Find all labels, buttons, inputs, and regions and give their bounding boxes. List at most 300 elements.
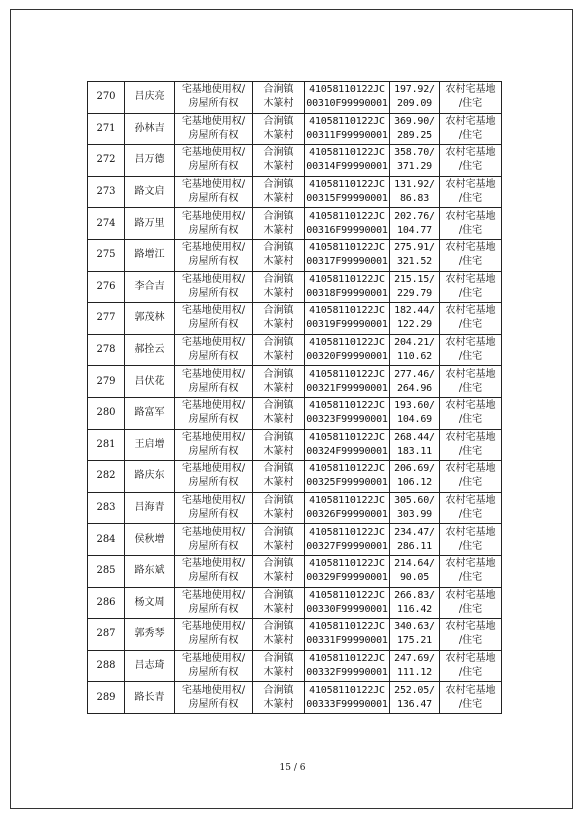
- row-number-cell: 285: [88, 555, 125, 587]
- usage-line: /住宅: [458, 414, 483, 426]
- parcel-code-cell: [305, 619, 390, 651]
- location-cell: [253, 303, 305, 335]
- location-line: 合涧镇: [263, 273, 294, 285]
- area-line: 214.64/: [394, 558, 435, 570]
- table-row: [88, 461, 502, 493]
- location-line: 木篆村: [263, 666, 294, 678]
- parcel-code-line: 41058110122JC: [309, 526, 385, 538]
- location-line: 合涧镇: [263, 179, 294, 191]
- usage-cell: [440, 176, 502, 208]
- table-row: [88, 555, 502, 587]
- location-line: 合涧镇: [263, 621, 294, 633]
- parcel-code-line: 00320F99990001: [306, 351, 388, 363]
- usage-line: 农村宅基地: [445, 558, 496, 570]
- parcel-code-line: 41058110122JC: [309, 147, 385, 159]
- table-row: [88, 239, 502, 271]
- table-row: [88, 113, 502, 145]
- area-cell: [390, 334, 440, 366]
- usage-cell: [440, 429, 502, 461]
- area-cell: [390, 555, 440, 587]
- right-type-line: 房屋所有权: [188, 603, 239, 615]
- usage-line: 农村宅基地: [445, 495, 496, 507]
- right-type-line: 宅基地使用权/: [181, 115, 246, 127]
- area-line: 202.76/: [394, 210, 435, 222]
- location-line: 木篆村: [263, 414, 294, 426]
- area-cell: [390, 587, 440, 619]
- right-type-line: 房屋所有权: [188, 509, 239, 521]
- location-cell: [253, 682, 305, 714]
- row-number-cell: 273: [88, 176, 125, 208]
- table-row: [88, 176, 502, 208]
- location-line: 木篆村: [263, 445, 294, 457]
- area-line: 183.11: [397, 445, 432, 457]
- usage-line: /住宅: [458, 666, 483, 678]
- parcel-code-line: 41058110122JC: [309, 179, 385, 191]
- location-line: 木篆村: [263, 161, 294, 173]
- location-cell: [253, 208, 305, 240]
- location-line: 合涧镇: [263, 84, 294, 96]
- area-line: 277.46/: [394, 368, 435, 380]
- right-type-line: 房屋所有权: [188, 256, 239, 268]
- usage-line: 农村宅基地: [445, 305, 496, 317]
- usage-line: 农村宅基地: [445, 210, 496, 222]
- usage-line: 农村宅基地: [445, 242, 496, 254]
- area-line: 209.09: [397, 98, 432, 110]
- right-type-line: 房屋所有权: [188, 129, 239, 141]
- row-number-cell: 279: [88, 366, 125, 398]
- parcel-code-line: 00326F99990001: [306, 509, 388, 521]
- area-cell: [390, 271, 440, 303]
- area-line: 275.91/: [394, 242, 435, 254]
- parcel-code-line: 00310F99990001: [306, 98, 388, 110]
- right-type-line: 房屋所有权: [188, 414, 239, 426]
- area-line: 286.11: [397, 540, 432, 552]
- parcel-code-cell: [305, 587, 390, 619]
- area-cell: [390, 176, 440, 208]
- right-type-line: 宅基地使用权/: [181, 652, 246, 664]
- parcel-code-cell: [305, 429, 390, 461]
- parcel-code-line: 00329F99990001: [306, 572, 388, 584]
- location-line: 合涧镇: [263, 652, 294, 664]
- right-type-cell: [175, 619, 253, 651]
- right-type-cell: [175, 145, 253, 177]
- table-row: [88, 619, 502, 651]
- area-line: 197.92/: [394, 84, 435, 96]
- location-line: 合涧镇: [263, 589, 294, 601]
- area-line: 305.60/: [394, 495, 435, 507]
- row-number-cell: 277: [88, 303, 125, 335]
- right-type-line: 房屋所有权: [188, 98, 239, 110]
- right-type-line: 房屋所有权: [188, 477, 239, 489]
- usage-line: 农村宅基地: [445, 84, 496, 96]
- right-type-cell: [175, 682, 253, 714]
- right-type-cell: [175, 492, 253, 524]
- usage-cell: [440, 587, 502, 619]
- usage-line: /住宅: [458, 161, 483, 173]
- location-line: 合涧镇: [263, 242, 294, 254]
- location-line: 合涧镇: [263, 400, 294, 412]
- right-type-line: 房屋所有权: [188, 382, 239, 394]
- location-line: 合涧镇: [263, 337, 294, 349]
- right-type-line: 宅基地使用权/: [181, 337, 246, 349]
- right-type-line: 房屋所有权: [188, 319, 239, 331]
- usage-line: /住宅: [458, 635, 483, 647]
- right-type-cell: [175, 82, 253, 114]
- location-line: 木篆村: [263, 540, 294, 552]
- location-cell: [253, 619, 305, 651]
- location-line: 木篆村: [263, 509, 294, 521]
- area-line: 136.47: [397, 698, 432, 710]
- owner-name-cell: 李合吉: [125, 271, 175, 303]
- parcel-code-line: 00330F99990001: [306, 603, 388, 615]
- area-line: 268.44/: [394, 431, 435, 443]
- area-line: 193.60/: [394, 400, 435, 412]
- table-row: [88, 397, 502, 429]
- right-type-cell: [175, 555, 253, 587]
- area-line: 289.25: [397, 129, 432, 141]
- table-row: [88, 587, 502, 619]
- parcel-code-cell: [305, 303, 390, 335]
- owner-name-cell: 路文启: [125, 176, 175, 208]
- parcel-code-cell: [305, 461, 390, 493]
- usage-cell: [440, 334, 502, 366]
- area-line: 229.79: [397, 287, 432, 299]
- location-line: 合涧镇: [263, 368, 294, 380]
- parcel-code-line: 41058110122JC: [309, 305, 385, 317]
- row-number-cell: 289: [88, 682, 125, 714]
- area-line: 182.44/: [394, 305, 435, 317]
- usage-line: 农村宅基地: [445, 337, 496, 349]
- area-cell: [390, 366, 440, 398]
- row-number-cell: 278: [88, 334, 125, 366]
- owner-name-cell: 吕庆亮: [125, 82, 175, 114]
- owner-name-cell: 郭秀琴: [125, 619, 175, 651]
- right-type-line: 宅基地使用权/: [181, 242, 246, 254]
- table-row: [88, 334, 502, 366]
- parcel-code-line: 41058110122JC: [309, 337, 385, 349]
- row-number-cell: 271: [88, 113, 125, 145]
- usage-line: 农村宅基地: [445, 589, 496, 601]
- right-type-line: 房屋所有权: [188, 351, 239, 363]
- area-cell: [390, 397, 440, 429]
- parcel-code-line: 00318F99990001: [306, 287, 388, 299]
- parcel-code-line: 41058110122JC: [309, 368, 385, 380]
- area-cell: [390, 429, 440, 461]
- usage-line: /住宅: [458, 129, 483, 141]
- right-type-line: 宅基地使用权/: [181, 273, 246, 285]
- right-type-cell: [175, 429, 253, 461]
- usage-line: 农村宅基地: [445, 273, 496, 285]
- parcel-code-cell: [305, 492, 390, 524]
- usage-cell: [440, 650, 502, 682]
- location-cell: [253, 461, 305, 493]
- area-line: 252.05/: [394, 684, 435, 696]
- usage-cell: [440, 145, 502, 177]
- location-line: 木篆村: [263, 193, 294, 205]
- usage-line: /住宅: [458, 382, 483, 394]
- location-cell: [253, 366, 305, 398]
- location-cell: [253, 82, 305, 114]
- area-line: 116.42: [397, 603, 432, 615]
- right-type-cell: [175, 176, 253, 208]
- owner-name-cell: 路富军: [125, 397, 175, 429]
- owner-name-cell: 王启增: [125, 429, 175, 461]
- right-type-cell: [175, 587, 253, 619]
- area-cell: [390, 492, 440, 524]
- right-type-line: 宅基地使用权/: [181, 431, 246, 443]
- area-cell: [390, 682, 440, 714]
- right-type-line: 房屋所有权: [188, 445, 239, 457]
- usage-line: /住宅: [458, 477, 483, 489]
- parcel-code-line: 41058110122JC: [309, 431, 385, 443]
- owner-name-cell: 吕万德: [125, 145, 175, 177]
- usage-cell: [440, 208, 502, 240]
- area-line: 247.69/: [394, 652, 435, 664]
- right-type-line: 宅基地使用权/: [181, 558, 246, 570]
- area-line: 104.69: [397, 414, 432, 426]
- table-row: [88, 145, 502, 177]
- area-line: 204.21/: [394, 337, 435, 349]
- parcel-code-line: 00332F99990001: [306, 666, 388, 678]
- right-type-line: 房屋所有权: [188, 224, 239, 236]
- row-number-cell: 281: [88, 429, 125, 461]
- parcel-code-line: 00324F99990001: [306, 445, 388, 457]
- area-line: 86.83: [399, 193, 430, 205]
- parcel-code-line: 41058110122JC: [309, 400, 385, 412]
- table-row: [88, 682, 502, 714]
- row-number-cell: 275: [88, 239, 125, 271]
- usage-line: /住宅: [458, 193, 483, 205]
- location-line: 合涧镇: [263, 558, 294, 570]
- location-line: 木篆村: [263, 287, 294, 299]
- usage-line: 农村宅基地: [445, 115, 496, 127]
- parcel-code-cell: [305, 145, 390, 177]
- right-type-cell: [175, 303, 253, 335]
- parcel-code-line: 41058110122JC: [309, 115, 385, 127]
- location-line: 合涧镇: [263, 147, 294, 159]
- right-type-line: 宅基地使用权/: [181, 84, 246, 96]
- usage-line: 农村宅基地: [445, 368, 496, 380]
- parcel-code-line: 00327F99990001: [306, 540, 388, 552]
- right-type-line: 宅基地使用权/: [181, 463, 246, 475]
- parcel-code-cell: [305, 271, 390, 303]
- area-line: 104.77: [397, 224, 432, 236]
- usage-line: 农村宅基地: [445, 400, 496, 412]
- usage-cell: [440, 461, 502, 493]
- area-line: 371.29: [397, 161, 432, 173]
- right-type-cell: [175, 271, 253, 303]
- area-line: 303.99: [397, 509, 432, 521]
- right-type-line: 房屋所有权: [188, 287, 239, 299]
- usage-cell: [440, 524, 502, 556]
- parcel-code-line: 41058110122JC: [309, 684, 385, 696]
- row-number-cell: 276: [88, 271, 125, 303]
- area-line: 321.52: [397, 256, 432, 268]
- right-type-cell: [175, 366, 253, 398]
- area-line: 106.12: [397, 477, 432, 489]
- right-type-line: 房屋所有权: [188, 698, 239, 710]
- usage-line: /住宅: [458, 256, 483, 268]
- usage-line: /住宅: [458, 98, 483, 110]
- area-line: 122.29: [397, 319, 432, 331]
- parcel-code-line: 00315F99990001: [306, 193, 388, 205]
- area-cell: [390, 113, 440, 145]
- usage-cell: [440, 682, 502, 714]
- parcel-code-cell: [305, 366, 390, 398]
- parcel-code-line: 41058110122JC: [309, 463, 385, 475]
- table-row: [88, 366, 502, 398]
- row-number-cell: 284: [88, 524, 125, 556]
- location-cell: [253, 334, 305, 366]
- usage-line: /住宅: [458, 445, 483, 457]
- location-cell: [253, 271, 305, 303]
- usage-line: /住宅: [458, 224, 483, 236]
- usage-line: 农村宅基地: [445, 621, 496, 633]
- location-line: 合涧镇: [263, 431, 294, 443]
- right-type-cell: [175, 208, 253, 240]
- parcel-code-line: 41058110122JC: [309, 558, 385, 570]
- location-cell: [253, 145, 305, 177]
- area-cell: [390, 303, 440, 335]
- location-cell: [253, 587, 305, 619]
- location-cell: [253, 429, 305, 461]
- row-number-cell: 274: [88, 208, 125, 240]
- usage-line: /住宅: [458, 287, 483, 299]
- area-line: 131.92/: [394, 179, 435, 191]
- row-number-cell: 270: [88, 82, 125, 114]
- location-cell: [253, 555, 305, 587]
- area-cell: [390, 650, 440, 682]
- location-cell: [253, 492, 305, 524]
- usage-cell: [440, 113, 502, 145]
- right-type-line: 宅基地使用权/: [181, 147, 246, 159]
- owner-name-cell: 吕海青: [125, 492, 175, 524]
- usage-cell: [440, 82, 502, 114]
- location-line: 木篆村: [263, 98, 294, 110]
- location-line: 木篆村: [263, 382, 294, 394]
- area-line: 90.05: [399, 572, 430, 584]
- area-line: 111.12: [397, 666, 432, 678]
- right-type-line: 宅基地使用权/: [181, 589, 246, 601]
- page-number: 15 / 6: [279, 763, 306, 773]
- usage-line: /住宅: [458, 509, 483, 521]
- right-type-cell: [175, 113, 253, 145]
- parcel-code-line: 00321F99990001: [306, 382, 388, 394]
- location-cell: [253, 239, 305, 271]
- parcel-code-line: 41058110122JC: [309, 495, 385, 507]
- usage-line: 农村宅基地: [445, 147, 496, 159]
- right-type-cell: [175, 397, 253, 429]
- owner-name-cell: 杨文周: [125, 587, 175, 619]
- parcel-code-line: 00331F99990001: [306, 635, 388, 647]
- area-line: 369.90/: [394, 115, 435, 127]
- parcel-code-cell: [305, 176, 390, 208]
- table-row: [88, 271, 502, 303]
- owner-name-cell: 吕伏花: [125, 366, 175, 398]
- right-type-line: 宅基地使用权/: [181, 368, 246, 380]
- location-cell: [253, 113, 305, 145]
- right-type-cell: [175, 524, 253, 556]
- location-line: 木篆村: [263, 256, 294, 268]
- location-line: 合涧镇: [263, 210, 294, 222]
- location-line: 木篆村: [263, 603, 294, 615]
- parcel-code-cell: [305, 82, 390, 114]
- usage-line: 农村宅基地: [445, 179, 496, 191]
- owner-name-cell: 路庆东: [125, 461, 175, 493]
- area-cell: [390, 208, 440, 240]
- parcel-code-cell: [305, 524, 390, 556]
- usage-cell: [440, 303, 502, 335]
- usage-line: 农村宅基地: [445, 526, 496, 538]
- row-number-cell: 288: [88, 650, 125, 682]
- location-line: 木篆村: [263, 477, 294, 489]
- owner-name-cell: 侯秋增: [125, 524, 175, 556]
- right-type-cell: [175, 461, 253, 493]
- usage-cell: [440, 492, 502, 524]
- usage-cell: [440, 555, 502, 587]
- location-line: 合涧镇: [263, 463, 294, 475]
- table-body: [88, 82, 502, 714]
- usage-line: 农村宅基地: [445, 652, 496, 664]
- table-row: [88, 524, 502, 556]
- usage-cell: [440, 239, 502, 271]
- location-line: 木篆村: [263, 698, 294, 710]
- usage-line: /住宅: [458, 351, 483, 363]
- right-type-line: 房屋所有权: [188, 161, 239, 173]
- right-type-line: 房屋所有权: [188, 540, 239, 552]
- right-type-line: 房屋所有权: [188, 635, 239, 647]
- parcel-code-cell: [305, 650, 390, 682]
- table-row: [88, 82, 502, 114]
- row-number-cell: 272: [88, 145, 125, 177]
- parcel-code-line: 00317F99990001: [306, 256, 388, 268]
- area-line: 110.62: [397, 351, 432, 363]
- owner-name-cell: 郝拴云: [125, 334, 175, 366]
- location-line: 木篆村: [263, 129, 294, 141]
- right-type-line: 宅基地使用权/: [181, 400, 246, 412]
- parcel-code-line: 41058110122JC: [309, 84, 385, 96]
- area-line: 264.96: [397, 382, 432, 394]
- right-type-line: 宅基地使用权/: [181, 495, 246, 507]
- area-line: 266.83/: [394, 589, 435, 601]
- parcel-code-line: 00311F99990001: [306, 129, 388, 141]
- row-number-cell: 282: [88, 461, 125, 493]
- usage-line: /住宅: [458, 603, 483, 615]
- area-cell: [390, 619, 440, 651]
- parcel-code-cell: [305, 239, 390, 271]
- usage-cell: [440, 619, 502, 651]
- right-type-line: 宅基地使用权/: [181, 305, 246, 317]
- location-line: 木篆村: [263, 572, 294, 584]
- parcel-code-line: 00314F99990001: [306, 161, 388, 173]
- parcel-code-line: 00323F99990001: [306, 414, 388, 426]
- area-cell: [390, 461, 440, 493]
- owner-name-cell: 吕志琦: [125, 650, 175, 682]
- right-type-line: 房屋所有权: [188, 666, 239, 678]
- table-row: [88, 492, 502, 524]
- right-type-line: 房屋所有权: [188, 193, 239, 205]
- location-line: 木篆村: [263, 635, 294, 647]
- parcel-code-cell: [305, 682, 390, 714]
- right-type-cell: [175, 334, 253, 366]
- right-type-line: 宅基地使用权/: [181, 684, 246, 696]
- table-row: [88, 208, 502, 240]
- right-type-line: 宅基地使用权/: [181, 210, 246, 222]
- parcel-code-line: 41058110122JC: [309, 621, 385, 633]
- owner-name-cell: 路万里: [125, 208, 175, 240]
- right-type-line: 房屋所有权: [188, 572, 239, 584]
- parcel-code-line: 00333F99990001: [306, 698, 388, 710]
